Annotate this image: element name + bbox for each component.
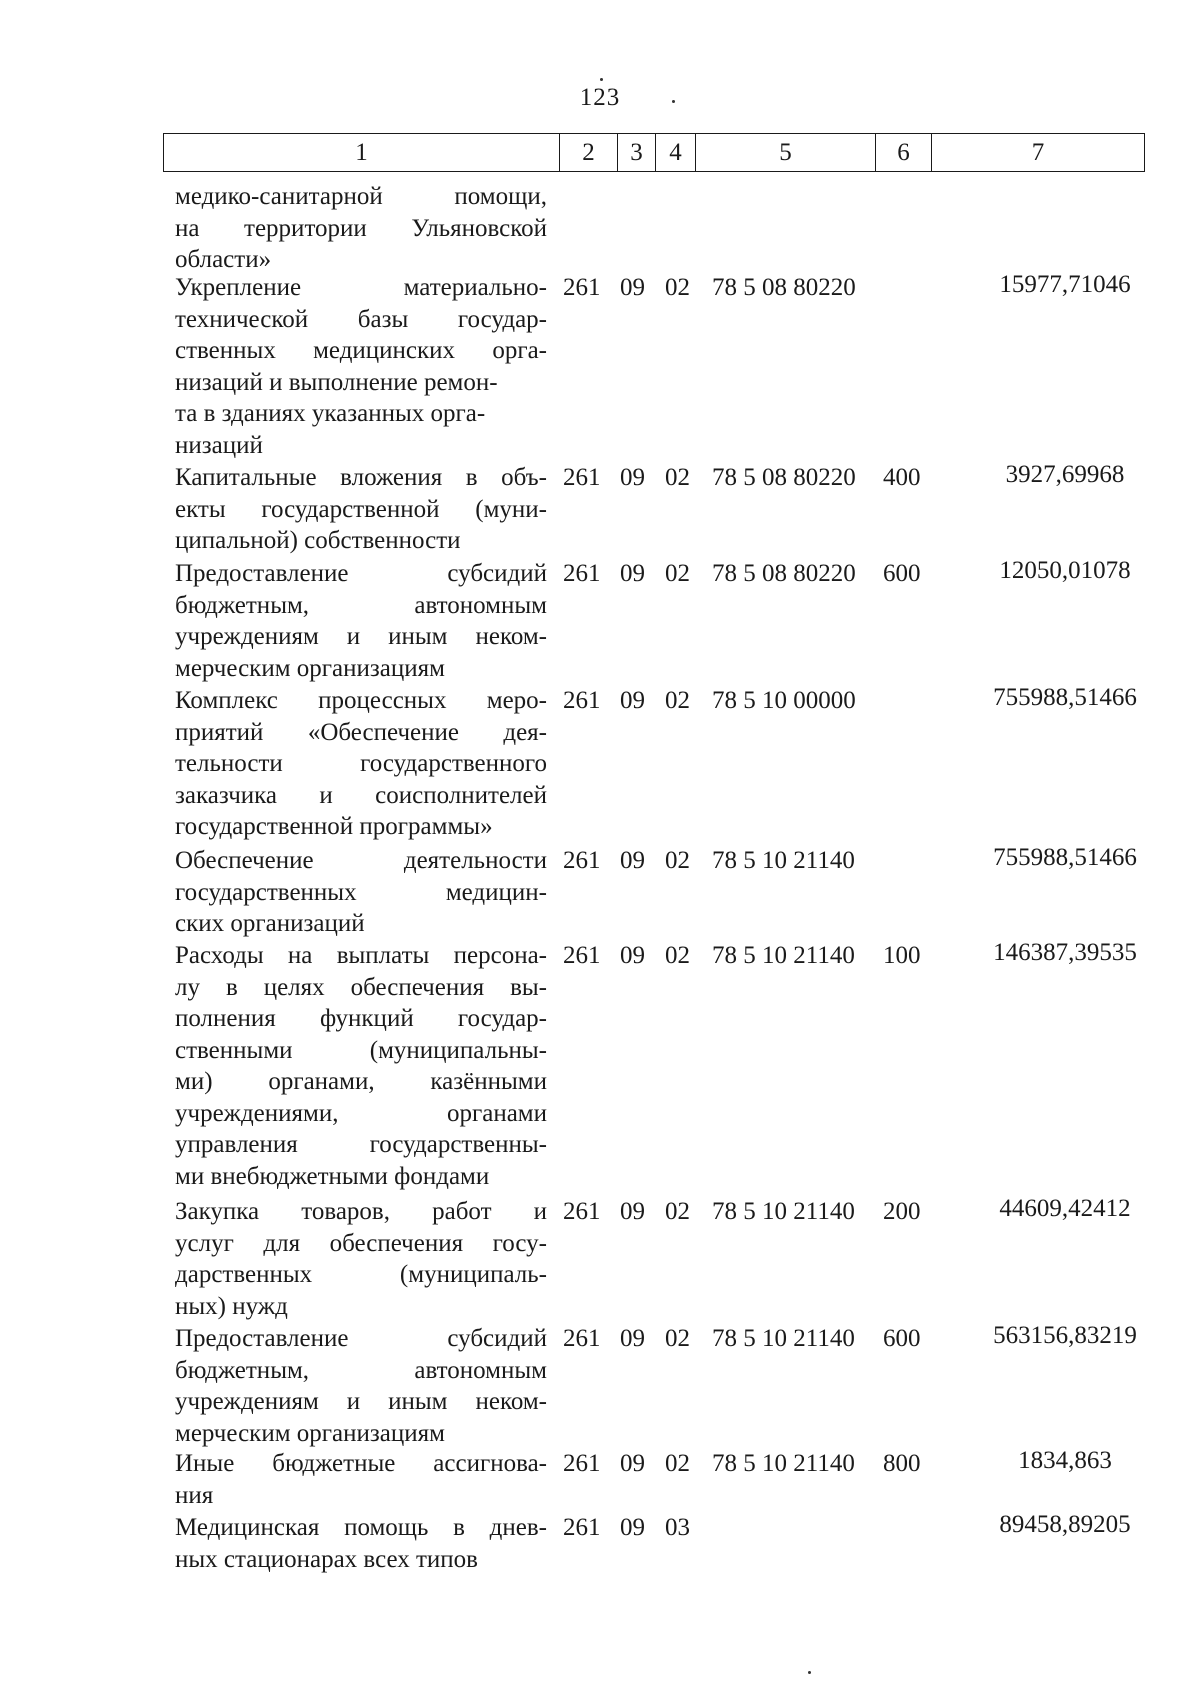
cell-col-4: 02 [665,1325,690,1352]
cell-col-7-amount: 12050,01078 [999,557,1131,584]
header-col-7: 7 [931,134,1144,171]
description-line: ных стационарах всех типов [175,1545,478,1573]
cell-col-3: 09 [620,560,645,587]
description-line: заказчика и соисполнителей [175,781,547,809]
description-line: полнения функций государ- [175,1005,547,1032]
row-description [175,940,547,1192]
cell-col-3: 09 [620,1325,645,1352]
cell-col-4: 02 [665,274,690,301]
cell-col-4: 02 [665,1198,690,1225]
page-number: 123 [579,84,621,111]
description-line: Медицинская помощь в днев- [175,1514,547,1541]
header-col-1: 1 [355,139,368,166]
description-line: мерческим организациям [175,1419,445,1447]
header-col-4: 4 [655,134,695,171]
cell-col-2: 261 [563,1198,601,1225]
description-line: ми) органами, казёнными [175,1068,547,1095]
row-description [175,462,547,557]
description-line: Закупка товаров, работ и [175,1198,547,1225]
row-description [175,1512,547,1575]
description-line: Капитальные вложения в объ- [175,464,547,491]
description-line: низаций и выполнение ремон- [175,368,498,396]
row-description [175,1196,547,1322]
cell-col-4: 02 [665,687,690,714]
description-line: Иные бюджетные ассигнова- [175,1450,547,1477]
cell-col-3: 09 [620,274,645,301]
cell-col-2: 261 [563,942,601,969]
cell-col-5: 78 5 10 00000 [712,687,856,714]
row-description [175,685,547,843]
description-line: Предоставление субсидий [175,1325,547,1352]
description-line: низаций [175,431,263,459]
description-line: ных) нужд [175,1292,288,1320]
description-line: Комплекс процессных меро- [175,687,547,714]
description-line: ственных медицинских орга- [175,337,547,364]
cell-col-6: 600 [883,1325,921,1352]
cell-col-4: 02 [665,847,690,874]
cell-col-5: 78 5 08 80220 [712,560,856,587]
cell-col-4: 03 [665,1514,690,1541]
description-line: екты государственной (муни- [175,495,547,523]
cell-col-3: 09 [620,942,645,969]
cell-col-3: 09 [620,464,645,491]
cell-col-2: 261 [563,274,601,301]
cell-col-6: 800 [883,1450,921,1477]
cell-col-6: 100 [883,942,921,969]
table-header [163,133,1145,172]
description-line: Укрепление материально- [175,274,547,301]
description-line: учреждениям и иным неком- [175,1388,547,1415]
cell-col-2: 261 [563,847,601,874]
cell-col-7-amount: 563156,83219 [993,1322,1137,1349]
cell-col-5: 78 5 10 21140 [712,847,855,874]
row-description [175,558,547,684]
description-line: бюджетным, автономным [175,1356,547,1384]
row-description [175,845,547,940]
cell-col-3: 09 [620,847,645,874]
cell-col-5: 78 5 08 80220 [712,274,856,301]
cell-col-7-amount: 15977,71046 [999,271,1131,298]
header-col-3: 3 [617,134,655,171]
description-line: на территории Ульяновской [175,214,547,242]
header-col-2: 2 [559,134,617,171]
cell-col-2: 261 [563,1325,601,1352]
description-line: ния [175,1481,214,1509]
cell-col-2: 261 [563,687,601,714]
cell-col-7-amount: 146387,39535 [993,939,1137,966]
description-line: государственных медицин- [175,878,547,906]
description-line: Предоставление субсидий [175,560,547,587]
description-line: бюджетным, автономным [175,591,547,619]
description-line: дарственных (муниципаль- [175,1261,547,1288]
cell-col-3: 09 [620,1198,645,1225]
description-line: учреждениям и иным неком- [175,623,547,650]
cell-col-2: 261 [563,1514,601,1541]
row-description [175,1448,547,1511]
cell-col-6: 200 [883,1198,921,1225]
cell-col-7-amount: 1834,863 [1018,1447,1112,1474]
cell-col-5: 78 5 10 21140 [712,1450,855,1477]
cell-col-4: 02 [665,1450,690,1477]
scan-speck [672,100,675,103]
cell-col-5: 78 5 10 21140 [712,1198,855,1225]
scan-speck [600,78,603,81]
cell-col-5: 78 5 08 80220 [712,464,856,491]
description-line: Обеспечение деятельности [175,847,547,874]
description-line: ственными (муниципальны- [175,1036,547,1064]
description-line: мерческим организациям [175,654,445,682]
header-col-5: 5 [695,134,875,171]
cell-col-6: 600 [883,560,921,587]
description-line: учреждениями, органами [175,1099,547,1127]
description-line: медико-санитарной помощи, [175,183,547,210]
cell-col-2: 261 [563,1450,601,1477]
cell-col-3: 09 [620,1514,645,1541]
cell-col-7-amount: 3927,69968 [1005,461,1125,488]
cell-col-7-amount: 755988,51466 [993,844,1137,871]
description-line: области» [175,246,272,273]
cell-col-4: 02 [665,464,690,491]
description-line: услуг для обеспечения госу- [175,1229,547,1257]
cell-col-7-amount: 755988,51466 [993,684,1137,711]
cell-col-7-amount: 89458,89205 [999,1511,1131,1538]
cell-col-6: 400 [883,464,921,491]
description-line: та в зданиях указанных орга- [175,400,486,427]
description-line: ских организаций [175,910,365,937]
row-description [175,1323,547,1449]
scan-speck [808,1671,811,1674]
cell-col-3: 09 [620,1450,645,1477]
description-line: ципальной) собственности [175,527,461,554]
description-line: приятий «Обеспечение дея- [175,718,547,746]
description-line: тельности государственного [175,750,547,777]
cell-col-4: 02 [665,942,690,969]
cell-col-5: 78 5 10 21140 [712,942,855,969]
cell-col-2: 261 [563,560,601,587]
cell-col-3: 09 [620,687,645,714]
cell-col-2: 261 [563,464,601,491]
cell-col-7-amount: 44609,42412 [999,1195,1131,1222]
cell-col-5: 78 5 10 21140 [712,1325,855,1352]
description-line: управления государственны- [175,1131,547,1158]
cell-col-4: 02 [665,560,690,587]
row-description [175,272,547,461]
description-line: технической базы государ- [175,305,547,333]
row-description [175,181,547,276]
description-line: Расходы на выплаты персона- [175,942,547,969]
header-col-6: 6 [875,134,931,171]
description-line: государственной программы» [175,813,493,840]
description-line: ми внебюджетными фондами [175,1162,490,1190]
description-line: лу в целях обеспечения вы- [175,973,547,1001]
